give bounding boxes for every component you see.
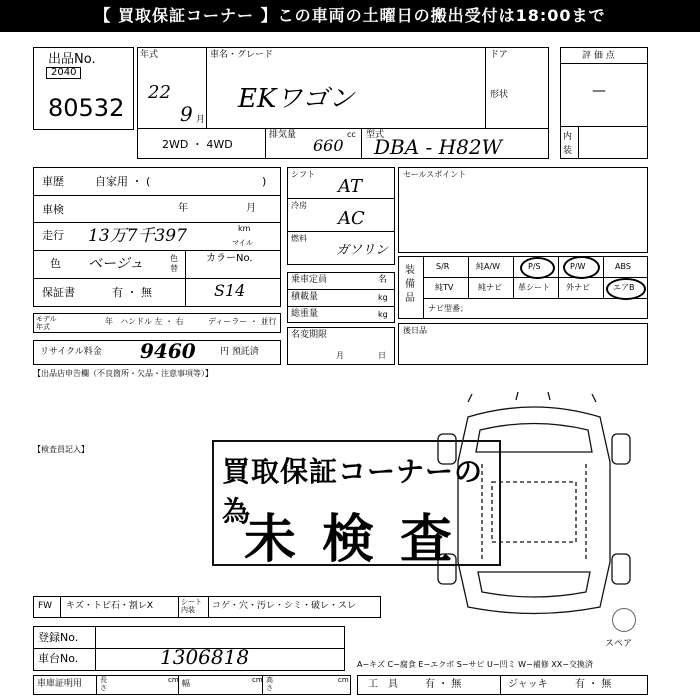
jack-value: 有 ・ 無 — [575, 679, 612, 690]
height-unit: cm — [338, 676, 349, 684]
equip-ext-navi: 外ナビ — [566, 283, 590, 292]
shift-label: シフト — [291, 170, 315, 179]
shaken-month: 月 — [246, 203, 256, 214]
spare-label: スペア — [605, 639, 633, 649]
month-unit: 月 — [196, 115, 206, 125]
equip-sr: S/R — [436, 262, 450, 271]
color-value: ベージュ — [88, 256, 144, 272]
cc-unit: cc — [347, 130, 356, 139]
equip-navi: 純ナビ — [478, 283, 502, 292]
width-label: 幅 — [182, 679, 190, 688]
equip-tv: 純TV — [435, 283, 454, 292]
warranty-value: 有 ・ 無 — [112, 286, 152, 299]
capacity-unit: 名 — [378, 275, 388, 285]
equip-leather: 革シート — [518, 283, 550, 292]
interior-label: 内装 — [563, 132, 573, 156]
mileage-value: 13万7千397 — [88, 226, 187, 246]
navi-label: ナビ型番； — [428, 304, 468, 313]
year-label: 年式 — [140, 50, 159, 60]
color-no-label: カラーNo. — [206, 253, 253, 264]
chassis-value: 1306818 — [160, 645, 250, 669]
shaken-year: 年 — [178, 203, 188, 214]
door-label: ドア — [490, 50, 508, 60]
jack-label: ジャッキ — [508, 679, 548, 690]
recycle-label: リサイクル料金 — [40, 347, 102, 357]
type-value: DBA - H82W — [374, 135, 503, 159]
mile-unit: マイル — [232, 239, 253, 247]
sales-label: セールスポイント — [403, 170, 467, 179]
dealer-notes-label: 【出品店申告欄（不良箇所・欠品・注意事項等）】 — [33, 369, 213, 378]
displacement-label: 排気量 — [269, 130, 297, 140]
sales-box — [398, 167, 648, 253]
chassis-label: 車台No. — [38, 652, 79, 665]
load-unit: kg — [378, 293, 388, 302]
damage-codes: A−キズ C−腐食 E−エクボ S−サビ U−凹ミ W−補修 XX−交換済 — [357, 660, 593, 669]
month-value: 9 — [180, 102, 193, 126]
handle-text: ハンドル 左 ・ 右 — [120, 317, 184, 326]
equip-airbag: エアB — [613, 283, 635, 292]
length-unit: cm — [168, 676, 179, 684]
drive-text: 2WD ・ 4WD — [162, 138, 233, 151]
seat-label: シート内装 — [181, 598, 202, 614]
equip-pw: P/W — [570, 262, 586, 271]
type-label: 型式 — [366, 130, 385, 140]
not-inspected-stamp — [212, 440, 501, 570]
color-label: 色 — [50, 257, 61, 270]
color-change: 色替 — [170, 254, 178, 273]
model-label: 車名・グレード — [210, 50, 274, 60]
year-value: 22 — [148, 82, 171, 103]
recycle-unit: 円 預託済 — [220, 347, 259, 357]
lot-box — [33, 47, 134, 130]
kireki-close: ) — [262, 175, 267, 188]
fw-label: FW — [38, 601, 53, 611]
load-label: 積載量 — [291, 292, 319, 302]
shape-label: 形状 — [490, 90, 509, 100]
weight-unit: kg — [378, 310, 388, 319]
score-value: — — [592, 83, 606, 99]
banner: 【 買取保証コーナー 】この車両の土曜日の搬出受付は18:00まで — [0, 0, 700, 32]
displacement-value: 660 — [313, 136, 344, 155]
lot-number: 80532 — [48, 94, 125, 122]
lot-label: 出品No. — [48, 52, 96, 67]
mileage-label: 走行 — [42, 229, 64, 242]
dealer-text: ディーラー ・ 並行 — [208, 317, 277, 326]
color-no-value: S14 — [214, 281, 246, 300]
circle-airbag — [606, 278, 646, 300]
fw-items: キズ・トビ石・割レX — [66, 601, 153, 611]
length-label: 長さ — [100, 676, 107, 692]
fuel-label: 燃料 — [291, 234, 307, 243]
model-year-nen: 年 — [105, 317, 113, 326]
stamp-line2: 未検査 — [244, 510, 479, 570]
reg-label: 登録No. — [38, 631, 79, 644]
seat-items: コゲ・穴・汚レ・シミ・破レ・スレ — [212, 601, 357, 611]
shift-value: AT — [338, 176, 363, 197]
equip-aw: 純A/W — [476, 262, 501, 271]
lot-code: 2040 — [46, 67, 81, 79]
tools-label: 工 具 — [368, 679, 398, 690]
tools-value: 有 ・ 無 — [425, 679, 462, 690]
capacity-label: 乗車定員 — [291, 275, 328, 285]
spare-wheel-icon — [612, 608, 636, 632]
after-box — [398, 323, 648, 365]
ac-value: AC — [338, 208, 365, 229]
after-label: 後日品 — [403, 326, 427, 335]
expiry-day: 日 — [378, 351, 386, 360]
circle-pw — [563, 256, 600, 279]
model-value: EKワゴン — [238, 84, 355, 114]
km-unit: km — [238, 224, 251, 233]
equip-abs: ABS — [615, 262, 631, 271]
recycle-value: 9460 — [140, 339, 196, 363]
kireki-label: 車歴 — [42, 175, 64, 188]
equip-ps: P/S — [528, 262, 541, 271]
inspector-label: 【検査員記入】 — [33, 445, 89, 454]
model-year-label: モデル年式 — [36, 315, 57, 331]
equipment-label: 装備品 — [405, 265, 415, 304]
shaken-label: 車検 — [42, 203, 64, 216]
expiry-label: 名変期限 — [291, 330, 328, 340]
width-unit: cm — [252, 676, 263, 684]
circle-ps — [520, 257, 555, 279]
expiry-month: 月 — [336, 351, 344, 360]
score-label: 評 価 点 — [582, 51, 615, 61]
stamp-line1: 買取保証コーナーの為 — [222, 455, 484, 528]
ac-label: 冷房 — [291, 201, 307, 210]
height-label: 高さ — [266, 676, 273, 692]
weight-label: 総重量 — [291, 309, 319, 319]
kireki-value: 自家用 ・ ( — [95, 175, 151, 188]
warranty-label: 保証書 — [42, 286, 75, 299]
cert-label: 車庫証明用 — [37, 679, 83, 689]
fuel-value: ガソリン — [336, 243, 389, 258]
